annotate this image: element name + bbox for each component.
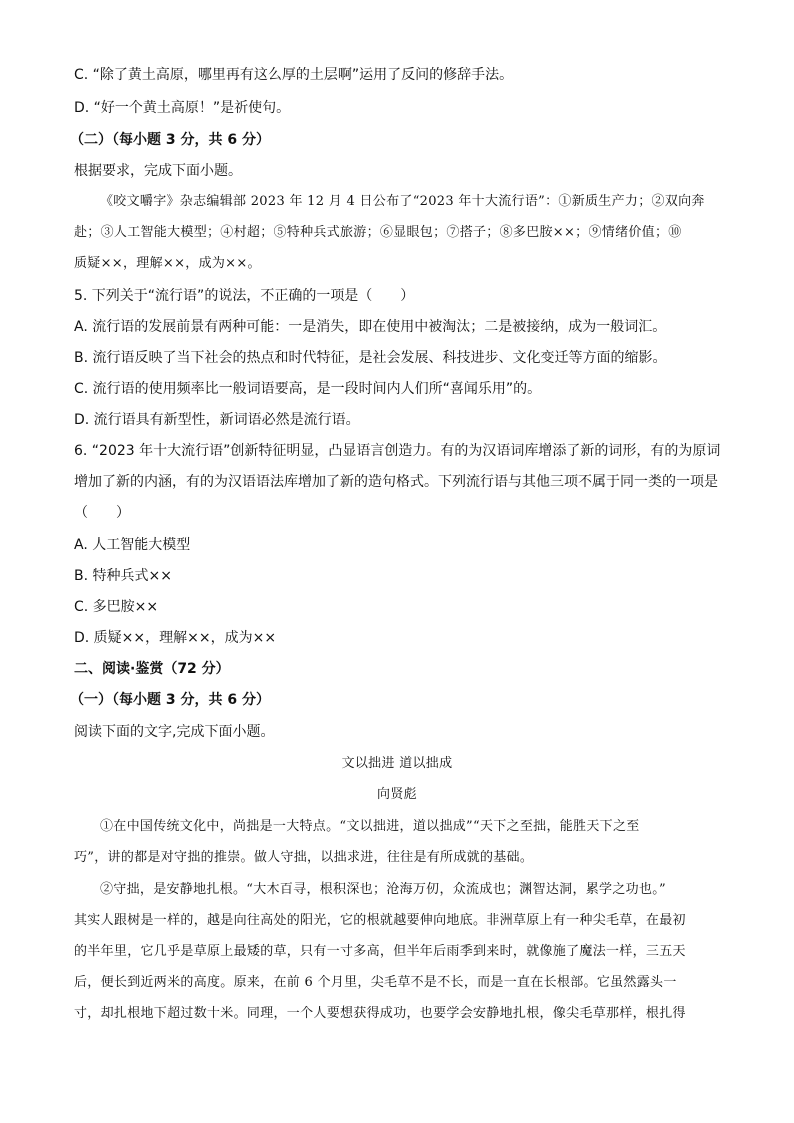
passage-line: 《咬文嚼字》杂志编辑部 2023 年 12 月 4 日公布了“2023 年十大流行语”：①新质生产力；②双向奔 <box>100 194 705 209</box>
sub-heading: （一）（每小题 3 分，共 6 分） <box>70 692 270 708</box>
question-6-stem-line: 增加了新的内涵，有的为汉语语法库增加了新的造句格式。下列流行语与其他三项不属于同一类的一项是 <box>74 474 718 490</box>
question-6-option-c: C. 多巴胺×× <box>74 599 159 615</box>
option-d-prev: D. “好一个黄土高原！”是祈使句。 <box>74 100 291 116</box>
article-paragraph-line: 的半年里，它几乎是草原上最矮的草，只有一寸多高，但半年后雨季到来时，就像施了魔法一样，三五天 <box>74 944 686 959</box>
question-6-stem-line: （ ） <box>74 505 130 521</box>
article-paragraph-line: 其实人跟树是一样的，越是向往高处的阳光，它的根就越要伸向地底。非洲草原上有一种尖毛草，在最初 <box>74 913 686 928</box>
article-paragraph-line: 后，便长到近两米的高度。原来，在前 6 个月里，尖毛草不是不长，而是一直在长根部。它虽然露头一 <box>74 975 677 990</box>
question-6-option-a: A. 人工智能大模型 <box>74 537 191 553</box>
passage-line: 质疑××，理解××，成为××。 <box>74 256 261 271</box>
section-instruction: 根据要求，完成下面小题。 <box>74 163 242 179</box>
question-6-option-d: D. 质疑××，理解××，成为×× <box>74 630 277 646</box>
reading-instruction: 阅读下面的文字,完成下面小题。 <box>74 724 275 740</box>
question-5-stem: 5. 下列关于“流行语”的说法，不正确的一项是（ ） <box>74 288 415 304</box>
question-5-option-c: C. 流行语的使用频率比一般词语要高，是一段时间内人们所“喜闻乐用”的。 <box>74 381 542 397</box>
article-paragraph-line: 寸，却扎根地下超过数十米。同理，一个人要想获得成功，也要学会安静地扎根，像尖毛草那样，根扎得 <box>74 1006 686 1021</box>
article-title: 文以拙进 道以拙成 <box>341 756 453 771</box>
section-heading-2: （二）（每小题 3 分，共 6 分） <box>70 132 270 148</box>
article-paragraph-line: ①在中国传统文化中，尚拙是一大特点。“文以拙进，道以拙成”“天下之至拙，能胜天下之至 <box>100 819 640 834</box>
question-5-option-a: A. 流行语的发展前景有两种可能：一是消失，即在使用中被淘汰；二是被接纳，成为一般词汇。 <box>74 319 667 335</box>
option-c-prev: C. “除了黄土高原，哪里再有这么厚的土层啊”运用了反问的修辞手法。 <box>74 67 514 83</box>
article-paragraph-line: ②守拙，是安静地扎根。“大木百寻，根积深也；沧海万仞，众流成也；渊智达洞，累学之功也。” <box>100 882 666 897</box>
question-5-option-b: B. 流行语反映了当下社会的热点和时代特征，是社会发展、科技进步、文化变迁等方面的缩影。 <box>74 350 667 366</box>
part-heading: 二、阅读·鉴赏（72 分） <box>74 661 230 677</box>
passage-line: 赴；③人工智能大模型；④村超；⑤特种兵式旅游；⑥显眼包；⑦搭子；⑧多巴胺××；⑨情绪价值；⑩ <box>74 225 682 240</box>
question-6-stem-line: 6. “2023 年十大流行语”创新特征明显，凸显语言创造力。有的为汉语词库增添了新的词形，有的为原词 <box>74 443 721 459</box>
article-paragraph-line: 巧”，讲的都是对守拙的推崇。做人守拙，以拙求进，往往是有所成就的基础。 <box>74 850 534 865</box>
question-6-option-b: B. 特种兵式×× <box>74 568 172 584</box>
article-author: 向贤彪 <box>377 787 417 802</box>
question-5-option-d: D. 流行语具有新型性，新词语必然是流行语。 <box>74 412 360 428</box>
